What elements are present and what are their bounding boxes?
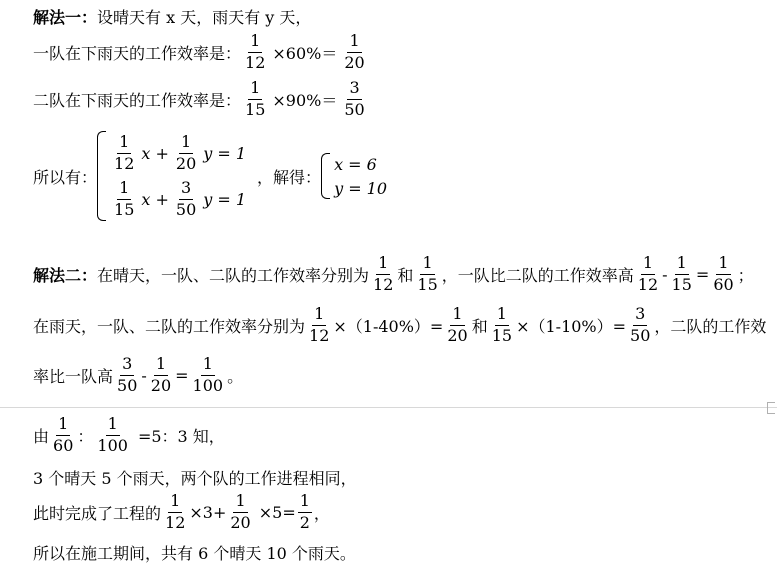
left-brace (321, 153, 330, 199)
fraction: $\frac{1}{20}$ (150, 354, 172, 395)
equation-row: $\frac{1}{15}$ x + $\frac{3}{50}$ y = 1 (114, 177, 247, 219)
m3-line-3: 此时完成了工程的 $\frac{1}{12}$ ×3+ $\frac{1}{20}$ ×5= $\frac{1}{2}$ ， (33, 491, 330, 532)
fraction: $\frac{1}{100}$ (97, 414, 128, 455)
fraction: $\frac{1}{15}$ (671, 253, 692, 294)
m3-line-4: 所以在施工期间，共有 6 个晴天 10 个雨天。 (33, 544, 356, 563)
fraction: $\frac{1}{15}$ (491, 304, 513, 345)
left-brace (97, 131, 106, 221)
m1-solve-label: ，解得： (257, 167, 322, 187)
m3-line-2: 3 个晴天 5 个雨天，两个队的工作进程相同， (33, 469, 357, 488)
solution-row: y = 10 (334, 178, 388, 198)
m1-title: 解法一： (33, 8, 98, 27)
m1-team1-label: 一队在下雨天的工作效率是： (33, 43, 242, 63)
m1-line-team2 (33, 80, 777, 119)
fraction: $\frac{1}{15}$ (245, 78, 266, 119)
m1-line-system (33, 130, 777, 222)
fraction: $\frac{1}{12}$ (373, 253, 394, 294)
fraction: $\frac{1}{20}$ (230, 491, 251, 532)
m2-line-2: 在雨天，一队、二队的工作效率分别为 $\frac{1}{12}$ ×（1-40%）= $\frac{1}{20}$ 和 $\frac{1}{15}$ ×（1-10%）= $\frac{3}{50}$ ，二队的工作效 (33, 304, 767, 345)
page-edge-marker (767, 402, 775, 414)
equation-system (97, 130, 249, 222)
m1-system-label: 所以有： (33, 167, 98, 187)
m2-line-3: 率比一队高 $\frac{3}{50}$ - $\frac{1}{20}$ = $\frac{1}{100}$ 。 (33, 354, 244, 395)
fraction: $\frac{1}{12}$ (245, 31, 266, 72)
solution-system (321, 152, 387, 200)
fraction: $\frac{1}{12}$ (637, 253, 659, 294)
m1-team2-mult: ×90%＝ (272, 90, 338, 110)
fraction: $\frac{1}{20}$ (344, 31, 365, 72)
m1-intro-text: 设晴天有 x 天，雨天有 y 天， (97, 8, 312, 27)
fraction: $\frac{3}{50}$ (117, 354, 138, 395)
fraction: $\frac{1}{60}$ (53, 414, 74, 455)
fraction: $\frac{1}{12}$ (309, 304, 330, 345)
m1-team1-mult: ×60%＝ (272, 43, 338, 63)
m2-title: 解法二： (33, 265, 98, 285)
fraction: $\frac{1}{60}$ (713, 253, 734, 294)
equation-row: $\frac{1}{12}$ x + $\frac{1}{20}$ y = 1 (114, 131, 247, 173)
fraction: $\frac{1}{2}$ (299, 491, 310, 532)
fraction: $\frac{1}{15}$ (417, 253, 438, 294)
m1-line-team1 (33, 33, 777, 72)
m3-line-1: 由 $\frac{1}{60}$ ： $\frac{1}{100}$ =5：3 知， (33, 414, 225, 455)
fraction: $\frac{1}{12}$ (165, 491, 186, 532)
m1-team2-label: 二队在下雨天的工作效率是： (33, 90, 242, 110)
fraction: $\frac{3}{50}$ (344, 78, 365, 119)
m1-line-intro (33, 5, 777, 28)
fraction: $\frac{1}{100}$ (192, 354, 224, 395)
section-divider (0, 407, 777, 408)
solution-row: x = 6 (334, 154, 377, 174)
m2-line-1: 解法二： 在晴天，一队、二队的工作效率分别为 $\frac{1}{12}$ 和 $\frac{1}{15}$ ，一队比二队的工作效率高 $\frac{1}{12}$ - $\frac{1}{15}$ = $\frac{1}{60}$ ； (33, 253, 754, 294)
fraction: $\frac{1}{20}$ (447, 304, 468, 345)
fraction: $\frac{3}{50}$ (630, 304, 651, 345)
